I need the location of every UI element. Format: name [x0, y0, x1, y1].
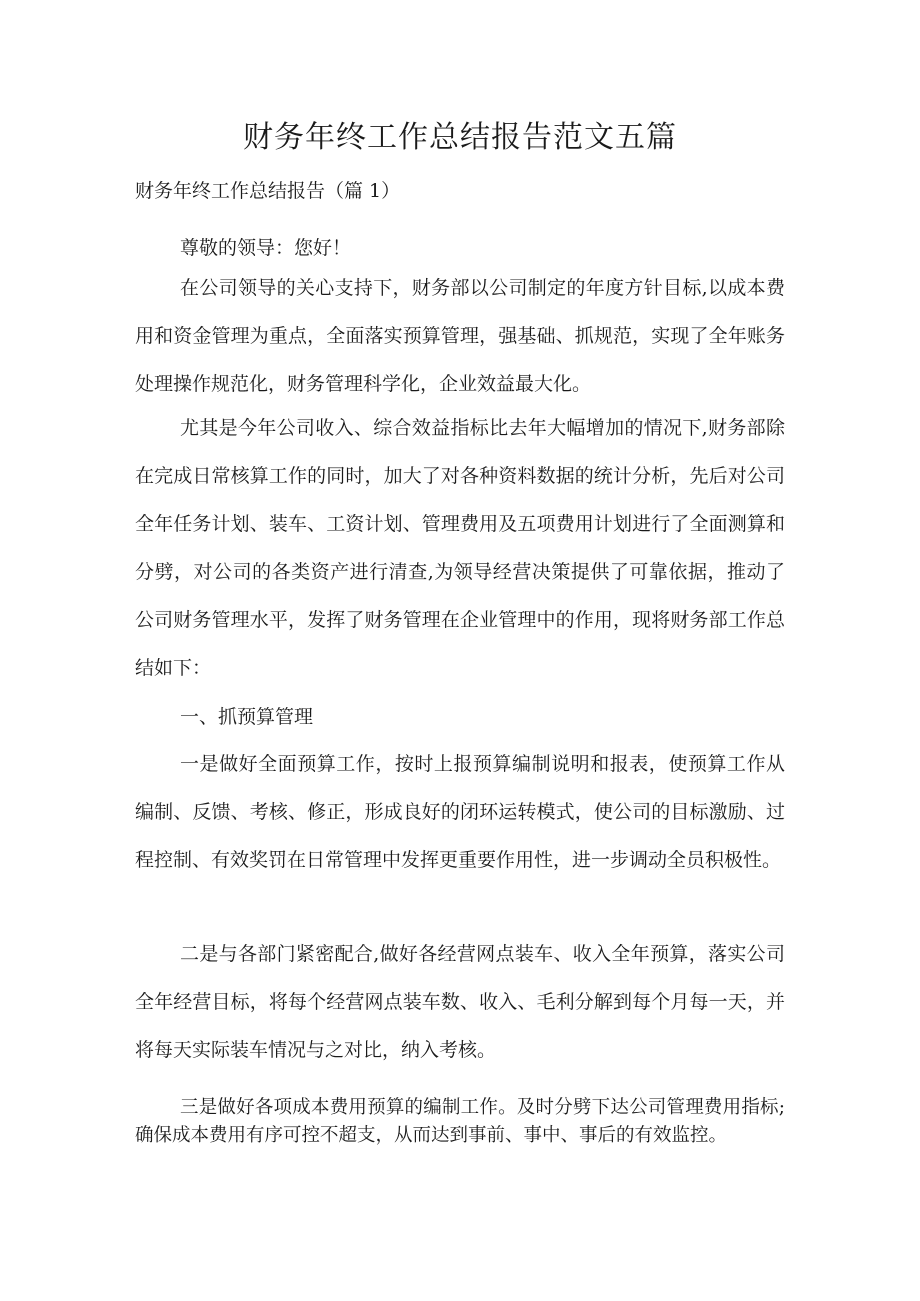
- body-paragraph-3: 一是做好全面预算工作，按时上报预算编制说明和报表，使预算工作从编制、反馈、考核、修正，形成良好的闭环运转模式，使公司的目标激励、过程控制、有效奖罚在日常管理中发挥更重要作用性，进一步调动全员积极性。: [135, 753, 785, 871]
- greeting-paragraph: 尊敬的领导：您好！: [180, 237, 352, 259]
- document-title: 财务年终工作总结报告范文五篇: [243, 120, 677, 155]
- document-subtitle: 财务年终工作总结报告（篇 1）: [135, 180, 401, 202]
- body-paragraph-2: 尤其是今年公司收入、综合效益指标比去年大幅增加的情况下,财务部除在完成日常核算工作的同时，加大了对各种资料数据的统计分析，先后对公司全年任务计划、装车、工资计划、管理费用及五项费用计划进行了全面测算和分劈，对公司的各类资产进行清查,为领导经营决策提供了可靠依据，推动了公司财务管理水平，发挥了财务管理在企业管理中的作用，现将财务部工作总结如下：: [135, 417, 785, 679]
- body-paragraph-4: 二是与各部门紧密配合,做好各经营网点装车、收入全年预算，落实公司全年经营目标，将每个经营网点装车数、收入、毛利分解到每个月每一天，并将每天实际装车情况与之对比，纳入考核。: [135, 943, 785, 1061]
- body-paragraph-5: 三是做好各项成本费用预算的编制工作。及时分劈下达公司管理费用指标;确保成本费用有序可控不超支，从而达到事前、事中、事后的有效监控。: [135, 1097, 785, 1146]
- body-paragraph-1: 在公司领导的关心支持下，财务部以公司制定的年度方针目标,以成本费用和资金管理为重点，全面落实预算管理，强基础、抓规范，实现了全年账务处理操作规范化，财务管理科学化，企业效益最大化。: [135, 277, 785, 395]
- section-heading-budget: 一、抓预算管理: [180, 706, 314, 728]
